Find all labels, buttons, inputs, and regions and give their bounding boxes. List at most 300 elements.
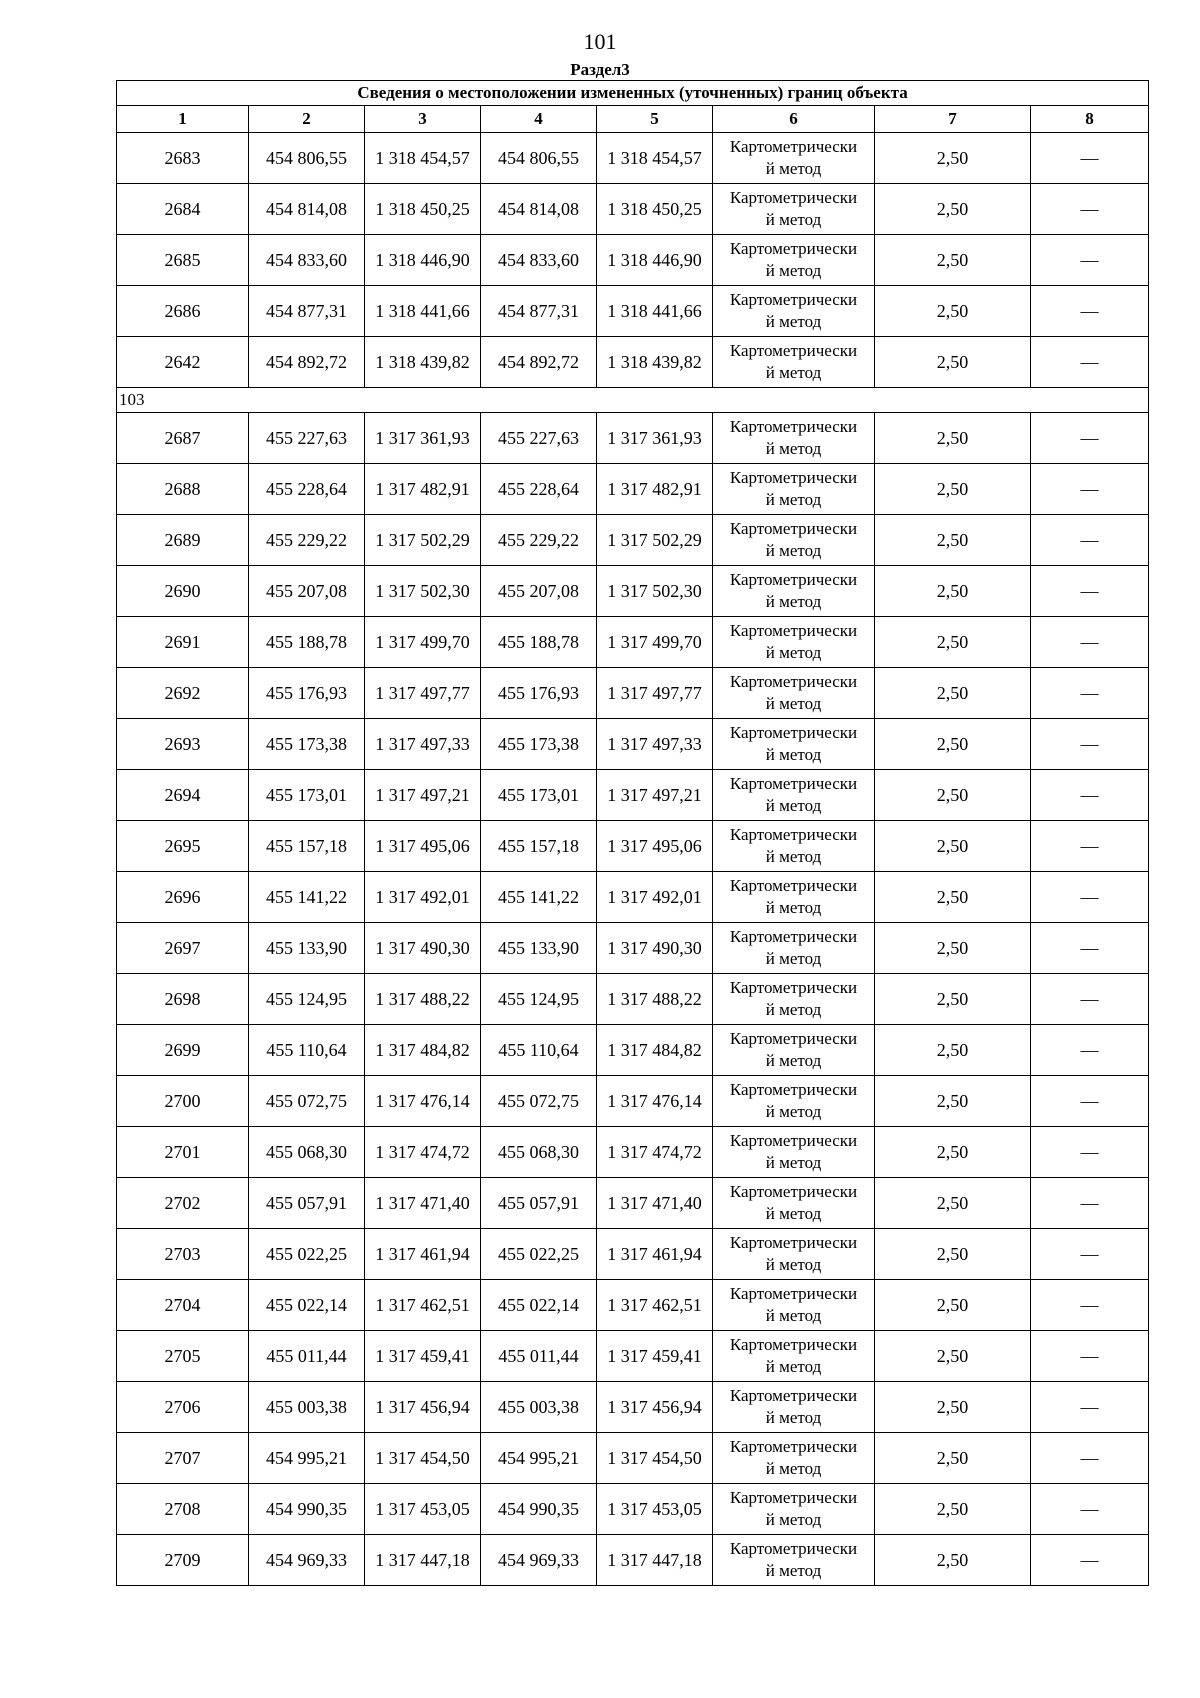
method-cell	[713, 337, 875, 388]
x-coordinate: 454 995,21	[249, 1433, 365, 1484]
method-text: Картометрически	[729, 468, 858, 487]
point-number: 2707	[117, 1433, 249, 1484]
x-coordinate: 455 227,63	[249, 413, 365, 464]
description-dash: —	[1031, 770, 1149, 821]
accuracy-value: 2,50	[875, 1535, 1031, 1586]
method-text: й метод	[765, 1561, 822, 1580]
y-coordinate-new: 1 317 488,22	[597, 974, 713, 1025]
method-text: Картометрически	[729, 290, 858, 309]
method-text: й метод	[765, 312, 822, 331]
point-number: 2709	[117, 1535, 249, 1586]
method-cell	[713, 770, 875, 821]
x-coordinate: 454 833,60	[249, 235, 365, 286]
x-coordinate: 454 806,55	[249, 133, 365, 184]
accuracy-value: 2,50	[875, 1331, 1031, 1382]
y-coordinate: 1 317 497,77	[365, 668, 481, 719]
y-coordinate-new: 1 317 454,50	[597, 1433, 713, 1484]
y-coordinate: 1 317 482,91	[365, 464, 481, 515]
table-row	[117, 1178, 1149, 1229]
y-coordinate-new: 1 317 456,94	[597, 1382, 713, 1433]
y-coordinate: 1 317 476,14	[365, 1076, 481, 1127]
table-row	[117, 1535, 1149, 1586]
description-dash: —	[1031, 464, 1149, 515]
y-coordinate-new: 1 317 482,91	[597, 464, 713, 515]
method-cell	[713, 719, 875, 770]
x-coordinate-new: 455 072,75	[481, 1076, 597, 1127]
method-text: й метод	[765, 439, 822, 458]
column-number: 5	[597, 106, 713, 133]
method-text: Картометрически	[729, 1284, 858, 1303]
method-text: й метод	[765, 592, 822, 611]
method-text: й метод	[765, 1357, 822, 1376]
method-cell	[713, 235, 875, 286]
x-coordinate-new: 454 969,33	[481, 1535, 597, 1586]
y-coordinate-new: 1 317 453,05	[597, 1484, 713, 1535]
method-text: Картометрически	[729, 137, 858, 156]
x-coordinate-new: 454 814,08	[481, 184, 597, 235]
description-dash: —	[1031, 1331, 1149, 1382]
accuracy-value: 2,50	[875, 1382, 1031, 1433]
point-number: 2703	[117, 1229, 249, 1280]
x-coordinate: 455 072,75	[249, 1076, 365, 1127]
x-coordinate: 454 892,72	[249, 337, 365, 388]
method-text: Картометрически	[729, 978, 858, 997]
description-dash: —	[1031, 133, 1149, 184]
method-text: Картометрически	[729, 621, 858, 640]
y-coordinate-new: 1 317 499,70	[597, 617, 713, 668]
point-number: 2700	[117, 1076, 249, 1127]
x-coordinate: 455 022,25	[249, 1229, 365, 1280]
x-coordinate-new: 455 057,91	[481, 1178, 597, 1229]
x-coordinate-new: 454 990,35	[481, 1484, 597, 1535]
x-coordinate-new: 455 157,18	[481, 821, 597, 872]
accuracy-value: 2,50	[875, 923, 1031, 974]
method-text: Картометрически	[729, 1437, 858, 1456]
x-coordinate: 455 157,18	[249, 821, 365, 872]
accuracy-value: 2,50	[875, 872, 1031, 923]
description-dash: —	[1031, 566, 1149, 617]
point-number: 2683	[117, 133, 249, 184]
table-row	[117, 235, 1149, 286]
method-text: Картометрически	[729, 1131, 858, 1150]
table-row	[117, 1280, 1149, 1331]
method-text: Картометрически	[729, 519, 858, 538]
accuracy-value: 2,50	[875, 133, 1031, 184]
method-cell	[713, 1127, 875, 1178]
x-coordinate: 455 057,91	[249, 1178, 365, 1229]
contour-group-row	[117, 388, 1149, 413]
accuracy-value: 2,50	[875, 1076, 1031, 1127]
point-number: 2708	[117, 1484, 249, 1535]
point-number: 2693	[117, 719, 249, 770]
table-row	[117, 1331, 1149, 1382]
method-cell	[713, 286, 875, 337]
accuracy-value: 2,50	[875, 235, 1031, 286]
method-text: й метод	[765, 210, 822, 229]
table-row	[117, 1382, 1149, 1433]
description-dash: —	[1031, 719, 1149, 770]
accuracy-value: 2,50	[875, 413, 1031, 464]
x-coordinate-new: 455 228,64	[481, 464, 597, 515]
method-text: й метод	[765, 490, 822, 509]
table-row	[117, 617, 1149, 668]
y-coordinate: 1 317 499,70	[365, 617, 481, 668]
method-text: Картометрически	[729, 1029, 858, 1048]
table-row	[117, 974, 1149, 1025]
y-coordinate: 1 318 446,90	[365, 235, 481, 286]
column-number: 1	[117, 106, 249, 133]
method-cell	[713, 617, 875, 668]
x-coordinate-new: 455 022,14	[481, 1280, 597, 1331]
method-cell	[713, 1484, 875, 1535]
y-coordinate: 1 317 471,40	[365, 1178, 481, 1229]
point-number: 2686	[117, 286, 249, 337]
y-coordinate-new: 1 317 462,51	[597, 1280, 713, 1331]
description-dash: —	[1031, 923, 1149, 974]
point-number: 2697	[117, 923, 249, 974]
x-coordinate: 454 969,33	[249, 1535, 365, 1586]
x-coordinate: 455 173,38	[249, 719, 365, 770]
method-text: й метод	[765, 847, 822, 866]
description-dash: —	[1031, 1025, 1149, 1076]
method-cell	[713, 1382, 875, 1433]
point-number: 2701	[117, 1127, 249, 1178]
method-text: Картометрически	[729, 188, 858, 207]
table-row	[117, 770, 1149, 821]
method-text: Картометрически	[729, 1488, 858, 1507]
x-coordinate-new: 455 022,25	[481, 1229, 597, 1280]
x-coordinate: 455 022,14	[249, 1280, 365, 1331]
x-coordinate-new: 454 833,60	[481, 235, 597, 286]
y-coordinate-new: 1 317 502,29	[597, 515, 713, 566]
point-number: 2695	[117, 821, 249, 872]
table-row	[117, 719, 1149, 770]
method-text: й метод	[765, 1051, 822, 1070]
y-coordinate: 1 317 502,30	[365, 566, 481, 617]
method-cell	[713, 184, 875, 235]
description-dash: —	[1031, 1076, 1149, 1127]
y-coordinate-new: 1 317 476,14	[597, 1076, 713, 1127]
y-coordinate-new: 1 317 502,30	[597, 566, 713, 617]
method-text: Картометрически	[729, 876, 858, 895]
y-coordinate: 1 317 453,05	[365, 1484, 481, 1535]
point-number: 2698	[117, 974, 249, 1025]
x-coordinate-new: 455 176,93	[481, 668, 597, 719]
y-coordinate-new: 1 317 497,21	[597, 770, 713, 821]
table-row	[117, 133, 1149, 184]
method-cell	[713, 566, 875, 617]
description-dash: —	[1031, 1127, 1149, 1178]
method-text: й метод	[765, 159, 822, 178]
y-coordinate: 1 317 492,01	[365, 872, 481, 923]
description-dash: —	[1031, 337, 1149, 388]
accuracy-value: 2,50	[875, 974, 1031, 1025]
method-cell	[713, 464, 875, 515]
method-cell	[713, 1535, 875, 1586]
y-coordinate-new: 1 318 446,90	[597, 235, 713, 286]
y-coordinate: 1 318 441,66	[365, 286, 481, 337]
method-text: й метод	[765, 643, 822, 662]
description-dash: —	[1031, 413, 1149, 464]
method-text: Картометрически	[729, 570, 858, 589]
description-dash: —	[1031, 1535, 1149, 1586]
method-text: й метод	[765, 898, 822, 917]
accuracy-value: 2,50	[875, 719, 1031, 770]
x-coordinate: 455 228,64	[249, 464, 365, 515]
x-coordinate-new: 455 227,63	[481, 413, 597, 464]
y-coordinate: 1 317 459,41	[365, 1331, 481, 1382]
y-coordinate-new: 1 317 474,72	[597, 1127, 713, 1178]
method-text: Картометрически	[729, 723, 858, 742]
y-coordinate-new: 1 317 490,30	[597, 923, 713, 974]
y-coordinate: 1 317 361,93	[365, 413, 481, 464]
description-dash: —	[1031, 668, 1149, 719]
accuracy-value: 2,50	[875, 821, 1031, 872]
table-row	[117, 668, 1149, 719]
y-coordinate: 1 317 461,94	[365, 1229, 481, 1280]
x-coordinate: 454 814,08	[249, 184, 365, 235]
method-text: й метод	[765, 1459, 822, 1478]
y-coordinate: 1 317 454,50	[365, 1433, 481, 1484]
method-text: й метод	[765, 949, 822, 968]
method-text: й метод	[765, 694, 822, 713]
point-number: 2699	[117, 1025, 249, 1076]
table-row	[117, 515, 1149, 566]
x-coordinate: 455 124,95	[249, 974, 365, 1025]
table-row	[117, 1433, 1149, 1484]
y-coordinate: 1 318 454,57	[365, 133, 481, 184]
x-coordinate-new: 455 173,38	[481, 719, 597, 770]
method-text: й метод	[765, 261, 822, 280]
method-text: й метод	[765, 796, 822, 815]
y-coordinate-new: 1 318 439,82	[597, 337, 713, 388]
accuracy-value: 2,50	[875, 515, 1031, 566]
method-text: й метод	[765, 1102, 822, 1121]
method-text: й метод	[765, 1000, 822, 1019]
method-cell	[713, 515, 875, 566]
y-coordinate-new: 1 317 459,41	[597, 1331, 713, 1382]
x-coordinate-new: 455 173,01	[481, 770, 597, 821]
accuracy-value: 2,50	[875, 184, 1031, 235]
description-dash: —	[1031, 184, 1149, 235]
method-cell	[713, 821, 875, 872]
table-caption: Сведения о местоположении измененных (уточненных) границ объекта	[117, 81, 1149, 106]
description-dash: —	[1031, 1178, 1149, 1229]
y-coordinate: 1 317 456,94	[365, 1382, 481, 1433]
y-coordinate-new: 1 317 497,33	[597, 719, 713, 770]
table-row	[117, 1127, 1149, 1178]
y-coordinate: 1 317 462,51	[365, 1280, 481, 1331]
method-text: й метод	[765, 1408, 822, 1427]
description-dash: —	[1031, 821, 1149, 872]
method-text: Картометрически	[729, 774, 858, 793]
method-cell	[713, 1076, 875, 1127]
accuracy-value: 2,50	[875, 286, 1031, 337]
method-cell	[713, 668, 875, 719]
table-row	[117, 337, 1149, 388]
x-coordinate: 455 133,90	[249, 923, 365, 974]
method-text: Картометрически	[729, 825, 858, 844]
table-row	[117, 1484, 1149, 1535]
method-text: Картометрически	[729, 239, 858, 258]
column-number: 6	[713, 106, 875, 133]
accuracy-value: 2,50	[875, 337, 1031, 388]
x-coordinate-new: 454 995,21	[481, 1433, 597, 1484]
y-coordinate: 1 317 490,30	[365, 923, 481, 974]
x-coordinate: 455 176,93	[249, 668, 365, 719]
x-coordinate-new: 455 110,64	[481, 1025, 597, 1076]
method-cell	[713, 1229, 875, 1280]
x-coordinate: 455 229,22	[249, 515, 365, 566]
x-coordinate: 455 011,44	[249, 1331, 365, 1382]
column-number: 8	[1031, 106, 1149, 133]
x-coordinate: 454 877,31	[249, 286, 365, 337]
description-dash: —	[1031, 286, 1149, 337]
y-coordinate-new: 1 317 495,06	[597, 821, 713, 872]
accuracy-value: 2,50	[875, 668, 1031, 719]
accuracy-value: 2,50	[875, 1025, 1031, 1076]
x-coordinate-new: 455 207,08	[481, 566, 597, 617]
x-coordinate-new: 455 003,38	[481, 1382, 597, 1433]
method-cell	[713, 1025, 875, 1076]
method-text: Картометрически	[729, 417, 858, 436]
description-dash: —	[1031, 974, 1149, 1025]
method-cell	[713, 1433, 875, 1484]
accuracy-value: 2,50	[875, 464, 1031, 515]
x-coordinate: 455 173,01	[249, 770, 365, 821]
table-row	[117, 286, 1149, 337]
table-row	[117, 821, 1149, 872]
accuracy-value: 2,50	[875, 1280, 1031, 1331]
point-number: 2685	[117, 235, 249, 286]
description-dash: —	[1031, 1433, 1149, 1484]
method-text: й метод	[765, 745, 822, 764]
point-number: 2690	[117, 566, 249, 617]
y-coordinate: 1 317 488,22	[365, 974, 481, 1025]
x-coordinate: 455 003,38	[249, 1382, 365, 1433]
method-text: й метод	[765, 1255, 822, 1274]
contour-number: 103	[117, 388, 1149, 413]
description-dash: —	[1031, 515, 1149, 566]
point-number: 2692	[117, 668, 249, 719]
table-row	[117, 566, 1149, 617]
table-row	[117, 872, 1149, 923]
column-number: 4	[481, 106, 597, 133]
accuracy-value: 2,50	[875, 1229, 1031, 1280]
method-cell	[713, 1280, 875, 1331]
y-coordinate: 1 317 474,72	[365, 1127, 481, 1178]
column-number: 2	[249, 106, 365, 133]
accuracy-value: 2,50	[875, 566, 1031, 617]
description-dash: —	[1031, 1382, 1149, 1433]
method-cell	[713, 413, 875, 464]
y-coordinate: 1 318 450,25	[365, 184, 481, 235]
point-number: 2696	[117, 872, 249, 923]
x-coordinate-new: 455 133,90	[481, 923, 597, 974]
method-text: Картометрически	[729, 1335, 858, 1354]
x-coordinate-new: 454 892,72	[481, 337, 597, 388]
column-number-row	[117, 106, 1149, 133]
accuracy-value: 2,50	[875, 770, 1031, 821]
description-dash: —	[1031, 1229, 1149, 1280]
method-text: Картометрически	[729, 672, 858, 691]
accuracy-value: 2,50	[875, 617, 1031, 668]
table-row	[117, 1076, 1149, 1127]
point-number: 2691	[117, 617, 249, 668]
x-coordinate-new: 455 229,22	[481, 515, 597, 566]
y-coordinate-new: 1 318 441,66	[597, 286, 713, 337]
method-text: Картометрически	[729, 1539, 858, 1558]
point-number: 2689	[117, 515, 249, 566]
description-dash: —	[1031, 872, 1149, 923]
x-coordinate-new: 455 141,22	[481, 872, 597, 923]
table-row	[117, 923, 1149, 974]
y-coordinate-new: 1 317 484,82	[597, 1025, 713, 1076]
table-row	[117, 413, 1149, 464]
coordinates-table	[116, 80, 1149, 1586]
y-coordinate: 1 317 502,29	[365, 515, 481, 566]
accuracy-value: 2,50	[875, 1178, 1031, 1229]
table-body	[117, 133, 1149, 1586]
y-coordinate-new: 1 317 492,01	[597, 872, 713, 923]
x-coordinate: 454 990,35	[249, 1484, 365, 1535]
x-coordinate: 455 110,64	[249, 1025, 365, 1076]
method-cell	[713, 923, 875, 974]
y-coordinate: 1 317 497,21	[365, 770, 481, 821]
y-coordinate-new: 1 317 497,77	[597, 668, 713, 719]
method-text: Картометрически	[729, 1080, 858, 1099]
y-coordinate-new: 1 318 454,57	[597, 133, 713, 184]
point-number: 2694	[117, 770, 249, 821]
x-coordinate: 455 068,30	[249, 1127, 365, 1178]
method-text: й метод	[765, 363, 822, 382]
y-coordinate: 1 317 447,18	[365, 1535, 481, 1586]
accuracy-value: 2,50	[875, 1433, 1031, 1484]
y-coordinate: 1 317 484,82	[365, 1025, 481, 1076]
x-coordinate: 455 141,22	[249, 872, 365, 923]
x-coordinate-new: 455 188,78	[481, 617, 597, 668]
method-text: Картометрически	[729, 1182, 858, 1201]
method-cell	[713, 872, 875, 923]
method-text: Картометрически	[729, 1233, 858, 1252]
method-text: Картометрически	[729, 341, 858, 360]
method-text: й метод	[765, 1306, 822, 1325]
point-number: 2688	[117, 464, 249, 515]
point-number: 2706	[117, 1382, 249, 1433]
point-number: 2705	[117, 1331, 249, 1382]
description-dash: —	[1031, 1280, 1149, 1331]
method-text: й метод	[765, 1510, 822, 1529]
y-coordinate-new: 1 317 361,93	[597, 413, 713, 464]
y-coordinate-new: 1 318 450,25	[597, 184, 713, 235]
y-coordinate-new: 1 317 471,40	[597, 1178, 713, 1229]
method-cell	[713, 1178, 875, 1229]
x-coordinate-new: 455 011,44	[481, 1331, 597, 1382]
table-row	[117, 184, 1149, 235]
method-text: й метод	[765, 1153, 822, 1172]
y-coordinate: 1 318 439,82	[365, 337, 481, 388]
y-coordinate-new: 1 317 447,18	[597, 1535, 713, 1586]
method-text: й метод	[765, 541, 822, 560]
x-coordinate: 455 188,78	[249, 617, 365, 668]
y-coordinate: 1 317 495,06	[365, 821, 481, 872]
method-cell	[713, 974, 875, 1025]
description-dash: —	[1031, 617, 1149, 668]
point-number: 2704	[117, 1280, 249, 1331]
point-number: 2702	[117, 1178, 249, 1229]
table-row	[117, 1025, 1149, 1076]
description-dash: —	[1031, 1484, 1149, 1535]
